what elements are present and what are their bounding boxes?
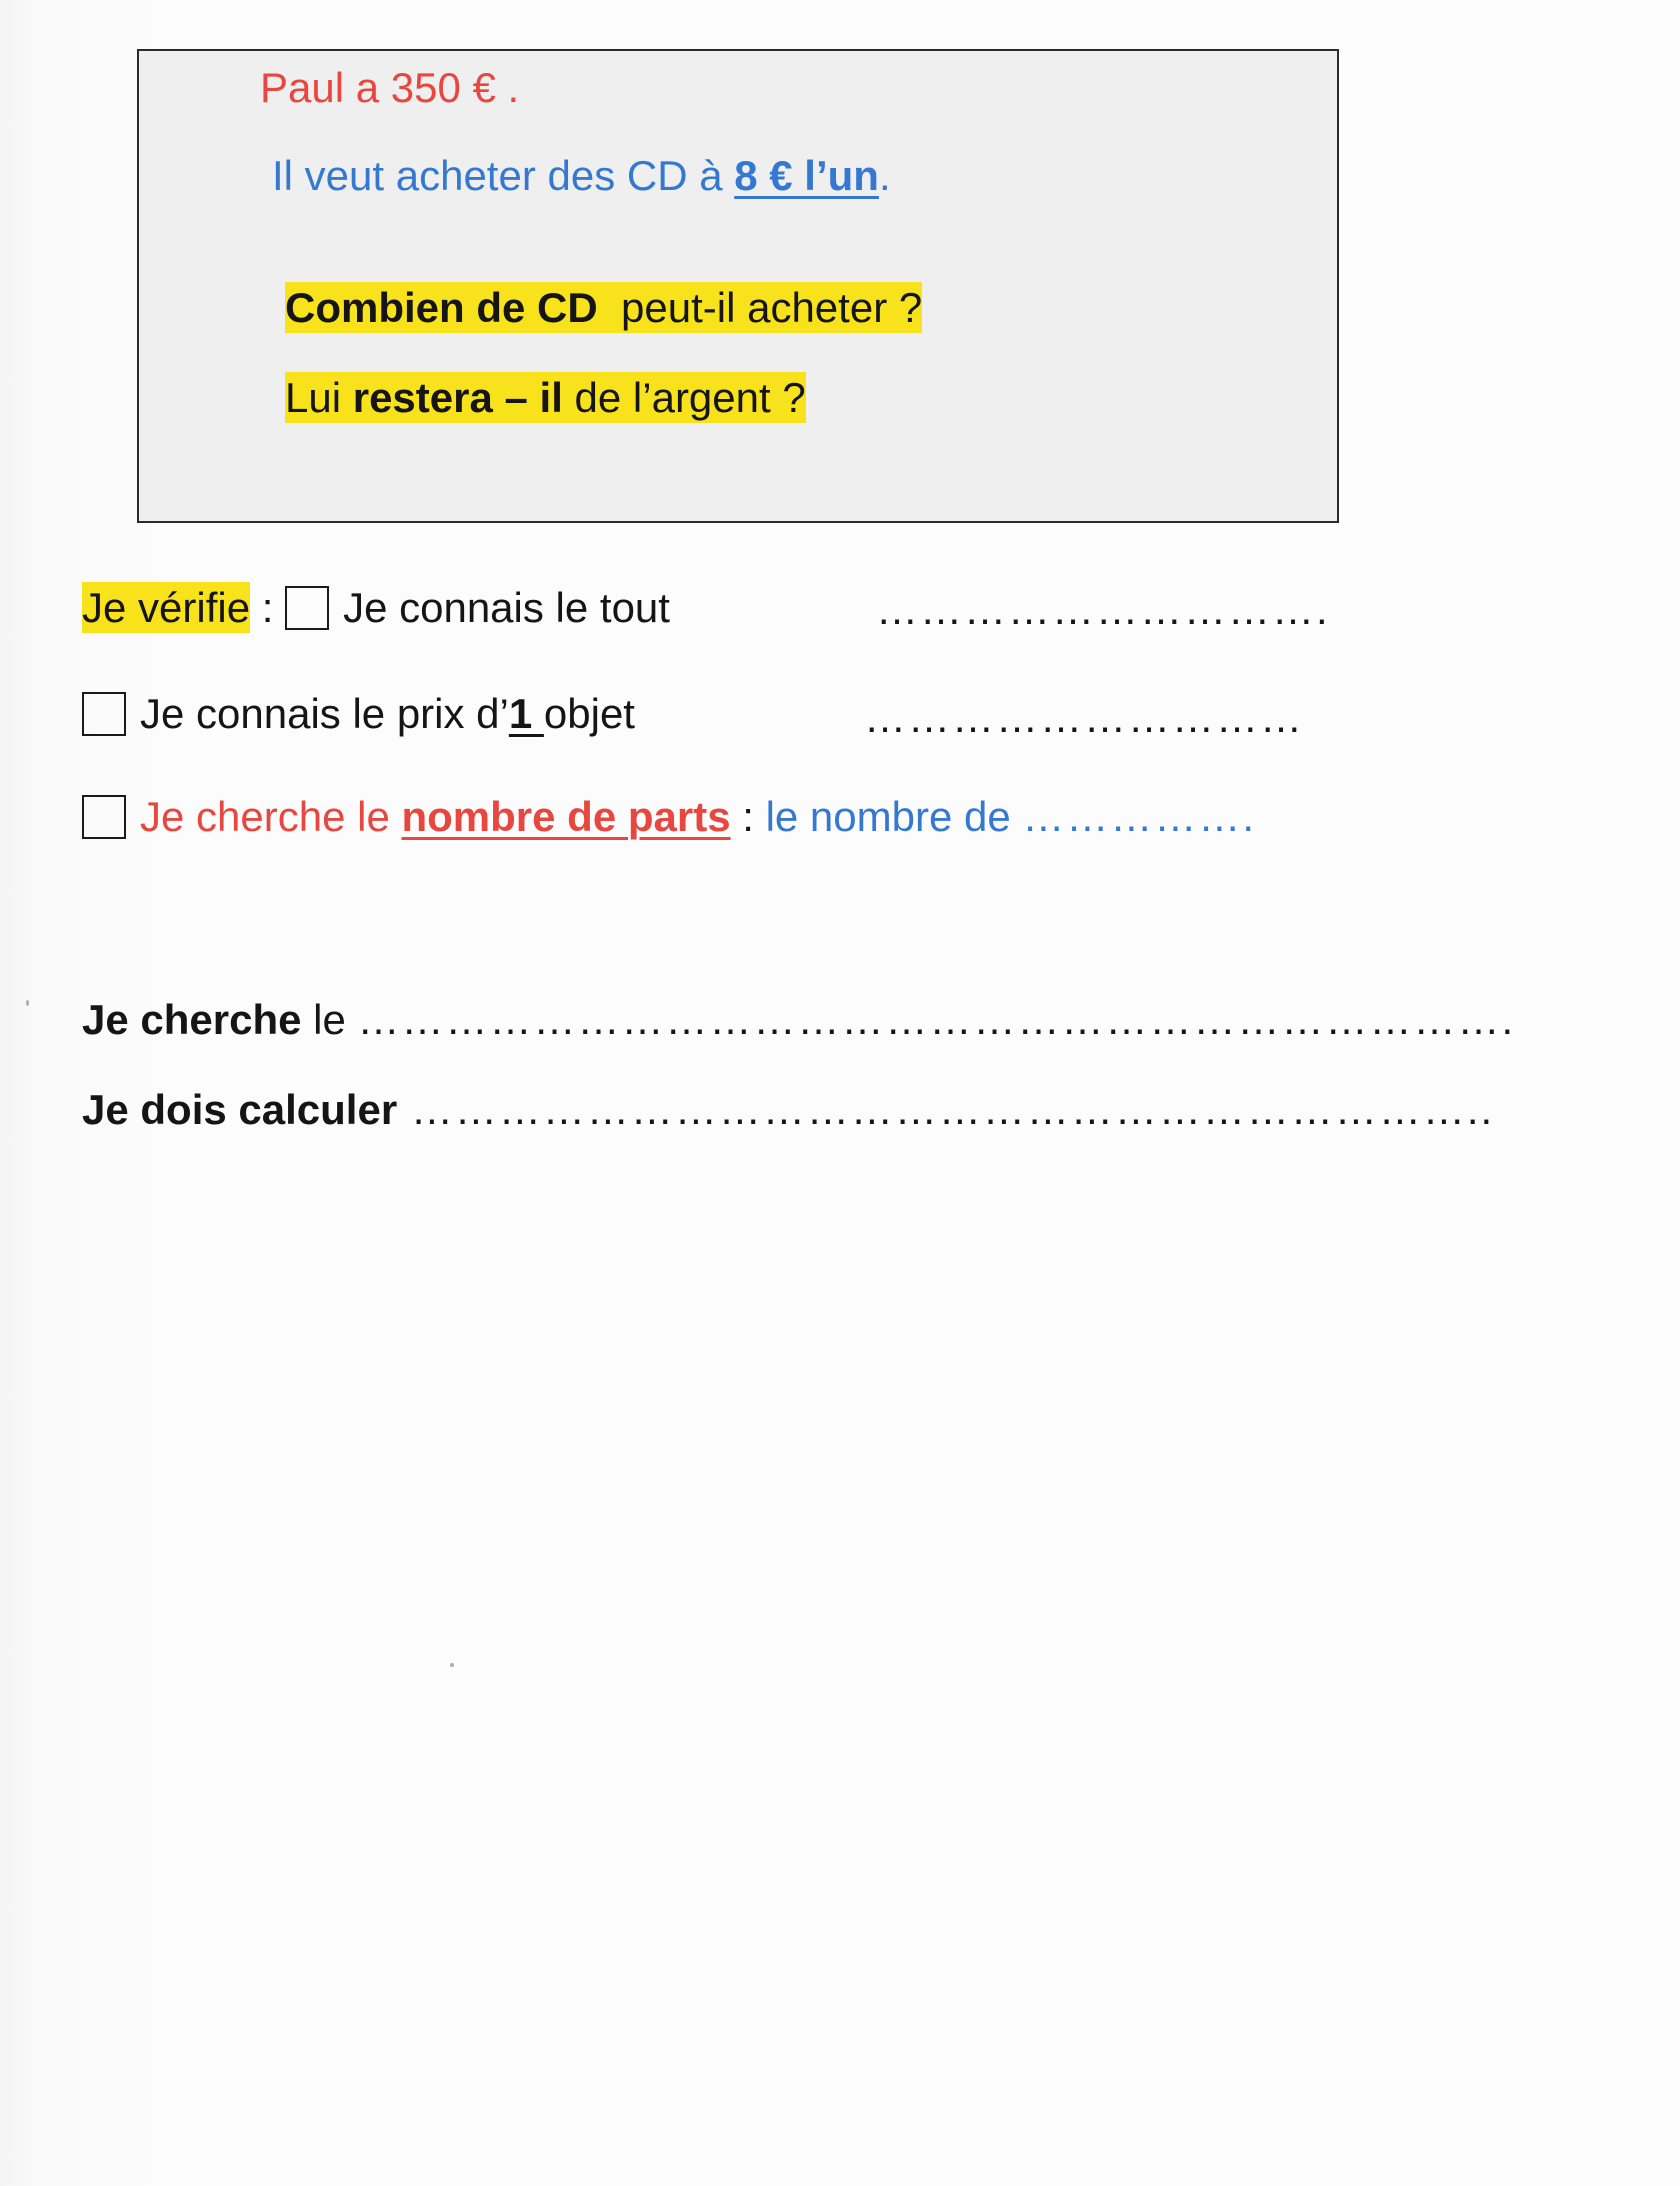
problem-price-suffix: . (878, 152, 891, 199)
verify-row-unit-price (82, 690, 635, 738)
verify-item-whole: Je connais le tout (343, 584, 670, 631)
problem-line-money (260, 64, 519, 112)
verify-item-unit-price-num: 1 (508, 690, 544, 737)
verify-item-unit-price-pre: Je connais le prix d’ (140, 690, 509, 737)
question-remaining-bold: restera – il (352, 374, 563, 421)
answer-calc-dots: ……………………………………………………………….. (397, 1086, 1495, 1133)
answer-calc-bold: Je dois calculer (82, 1086, 398, 1133)
checkbox-seek-parts[interactable] (82, 795, 126, 839)
problem-line-price (272, 152, 891, 200)
problem-money-text: Paul a 350 € . (260, 64, 520, 111)
paper-speck (450, 1663, 454, 1667)
verify-row-parts (82, 793, 1256, 841)
verify-item-parts-red: Je cherche le (140, 793, 402, 840)
question-remaining (285, 374, 806, 422)
answer-seek-bold: Je cherche (82, 996, 302, 1043)
answer-seek-row (82, 996, 1515, 1044)
verify-colon: : (250, 584, 286, 631)
verify-row-whole (82, 584, 670, 632)
question-how-many (285, 284, 922, 332)
answer-calc-row (82, 1086, 1494, 1134)
question-how-many-bold: Combien de CD (285, 284, 598, 331)
verify-item-parts-dots: ……………. (1022, 793, 1257, 840)
problem-price-prefix: Il veut acheter des CD à (272, 152, 735, 199)
verify-item-unit-price-post: objet (543, 690, 635, 737)
question-remaining-pre: Lui (285, 374, 353, 421)
verify-item-parts-blue: le nombre de (765, 793, 1023, 840)
checkbox-know-whole[interactable] (285, 586, 329, 630)
answer-seek-rest: le (301, 996, 358, 1043)
question-remaining-highlight (285, 372, 806, 423)
verify-item-parts-bold: nombre de parts (401, 793, 731, 840)
question-remaining-post: de l’argent ? (562, 374, 806, 421)
question-how-many-highlight (285, 282, 922, 333)
checkbox-know-unit-price[interactable] (82, 692, 126, 736)
paper-speck (26, 1000, 29, 1006)
verify-unit-price-dots: ………………………… (864, 694, 1304, 741)
verify-whole-dots: …………………………. (876, 586, 1330, 633)
problem-price-value: 8 € l’un (734, 152, 879, 199)
verify-item-parts-colon: : (730, 793, 766, 840)
verify-label: Je vérifie (82, 584, 251, 631)
answer-seek-dots: ……………………………………………………………………. (357, 996, 1516, 1043)
question-how-many-rest: peut-il acheter ? (597, 284, 923, 331)
